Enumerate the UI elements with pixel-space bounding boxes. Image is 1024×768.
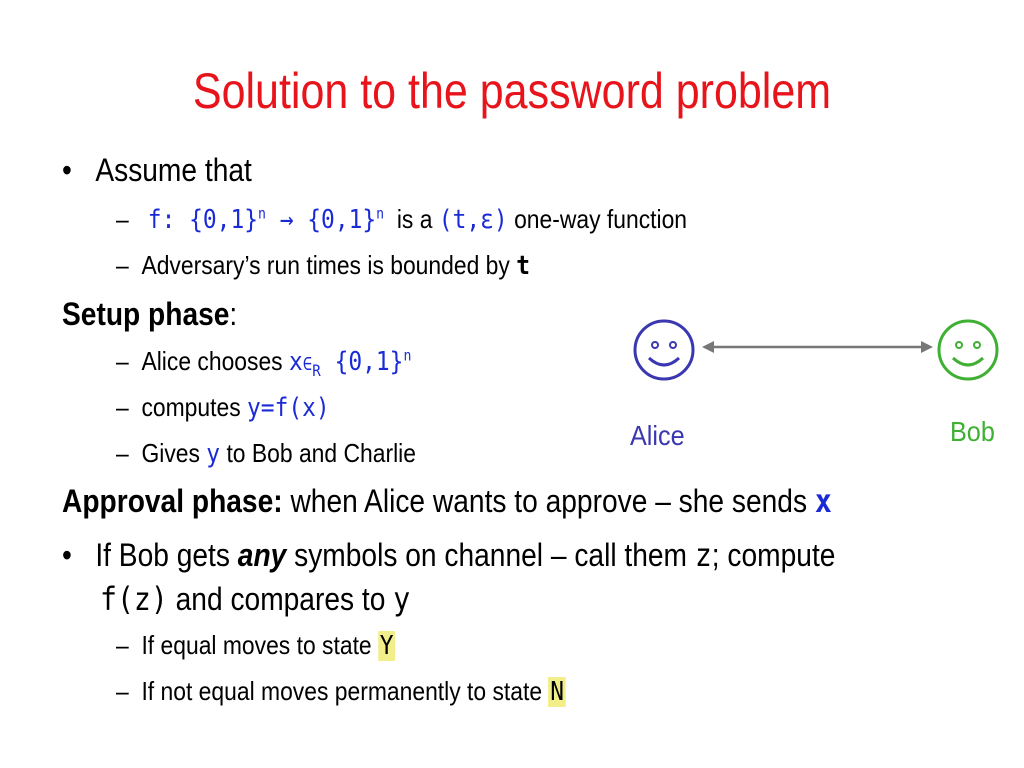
ifbob-any: any [237, 537, 287, 573]
function-signature: f: $\{0,1\}^n \to \{0,1\}^n$ [147, 204, 385, 235]
oneway-text: one-way function [514, 204, 688, 234]
ifbob-z: z [694, 536, 712, 574]
bullet-marker: • [62, 537, 72, 573]
ifbob-text-3: ; compute [711, 537, 836, 573]
t-epsilon-params: (t,ε) [438, 205, 508, 235]
dash-marker: – [116, 630, 129, 660]
setup-colon: : [229, 296, 238, 332]
bob-label: Bob [950, 416, 995, 447]
dash-marker: – [116, 346, 129, 376]
slide-title: Solution to the password problem [192, 63, 832, 119]
alice-smiley-icon [632, 318, 696, 382]
is-a-text: is a [396, 204, 433, 234]
ifbob-text-1: If Bob gets [95, 537, 230, 573]
assume-text: Assume that [95, 152, 252, 188]
subbullet-computes [116, 392, 330, 423]
bullet-assume [62, 152, 252, 189]
state-y: Y [379, 631, 394, 661]
equal-text: If equal moves to state [141, 630, 372, 660]
dash-marker: – [116, 438, 129, 468]
dash-marker: – [116, 250, 129, 280]
state-n: N [550, 677, 564, 707]
approval-heading [62, 482, 832, 520]
bullet-if-bob-cont [100, 580, 410, 618]
subbullet-oneway [116, 204, 687, 235]
gives-rest: to Bob and Charlie [226, 438, 416, 468]
gives-y: y [206, 439, 221, 469]
connection-arrow [700, 337, 935, 357]
gives-text: Gives [141, 438, 200, 468]
bullet-if-bob [62, 536, 835, 574]
random-choice-expr: $x\in_R$ $\{0,1\}^n$ [288, 346, 412, 381]
bullet-marker: • [62, 152, 72, 188]
approval-label: Approval phase: [62, 483, 283, 519]
subbullet-equal [116, 630, 395, 661]
setup-label: Setup phase [62, 296, 230, 332]
adversary-text: Adversary’s run times is bounded by [141, 250, 510, 280]
alice-chooses-text: Alice chooses [141, 346, 283, 376]
subbullet-not-equal [116, 676, 566, 707]
ifbob-fz: f(z) [100, 580, 168, 618]
dash-marker: – [116, 204, 129, 234]
time-bound-t: t [516, 251, 530, 281]
not-equal-text: If not equal moves permanently to state [141, 676, 543, 706]
computes-text: computes [141, 392, 241, 422]
subbullet-gives [116, 438, 416, 469]
bob-smiley-icon [936, 318, 1000, 382]
dash-marker: – [116, 392, 129, 422]
compute-expr: y=f(x) [247, 393, 330, 423]
approval-x: x [814, 482, 832, 520]
ifbob-text-2: symbols on channel – call them [294, 537, 688, 573]
setup-heading [62, 296, 237, 333]
subbullet-adversary [116, 250, 530, 281]
subbullet-alice-chooses [116, 346, 411, 380]
ifbob-y: y [393, 580, 411, 618]
alice-label: Alice [630, 420, 685, 451]
dash-marker: – [116, 676, 129, 706]
approval-text: when Alice wants to approve – she sends [282, 483, 808, 519]
ifbob-text-4: and compares to [175, 581, 386, 617]
